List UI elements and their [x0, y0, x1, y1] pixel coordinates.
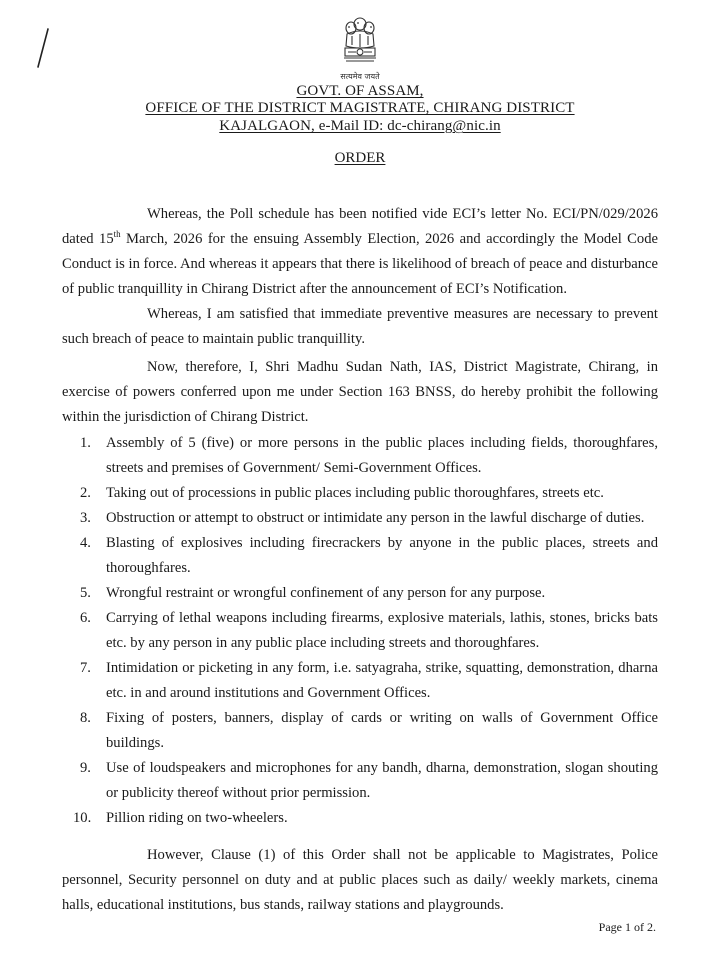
- paragraph-poll-schedule: Whereas, the Poll schedule has been notified vide ECI’s letter No. ECI/PN/029/2026 dated 15th March, 2026 for the ensuing Assembly Election, 2026 and accordingly the Model Code Conduct is in force. And whereas it appears that there is likelihood of breach of peace and disturbance of public tranquillity in Chirang District after the announcement of ECI’s Notification.: [62, 206, 658, 297]
- emblem-motto: सत्यमेव जयते: [340, 72, 380, 81]
- prohibition-item: 2. Taking out of processions in public places including public thoroughfares, streets etc.: [80, 485, 604, 501]
- prohibition-item: 6. Carrying of lethal weapons including firearms, explosive materials, lathis, stones, bricks bats etc. by any person in any public place including streets and thoroughfares.: [80, 610, 658, 651]
- prohibition-item: 4. Blasting of explosives including firecrackers by anyone in the public places, streets and thoroughfares.: [80, 535, 658, 576]
- prohibition-item: 1. Assembly of 5 (five) or more persons in the public places including fields, thoroughfares, streets and premises of Government/ Semi-Government Offices.: [80, 435, 658, 476]
- office-header: OFFICE OF THE DISTRICT MAGISTRATE, CHIRANG DISTRICT: [145, 100, 575, 116]
- address-email-header: KAJALGAON, e-Mail ID: dc-chirang@nic.in: [219, 118, 501, 134]
- page-number: Page 1 of 2.: [598, 920, 656, 934]
- govt-header: GOVT. OF ASSAM,: [296, 83, 424, 99]
- handwritten-slash-mark: [36, 28, 50, 68]
- prohibition-item: 10. Pillion riding on two-wheelers.: [73, 810, 288, 826]
- prohibition-item: 3. Obstruction or attempt to obstruct or intimidate any person in the lawful discharge of duties.: [80, 510, 645, 526]
- prohibition-item: 7. Intimidation or picketing in any form, i.e. satyagraha, strike, squatting, demonstration, dharna etc. in and around institutions and Government Offices.: [80, 660, 658, 701]
- prohibition-item: 8. Fixing of posters, banners, display of cards or writing on walls of Government Office buildings.: [80, 710, 658, 751]
- prohibitions-list: [62, 431, 658, 831]
- national-emblem-icon: [338, 14, 382, 70]
- prohibition-item: 9. Use of loudspeakers and microphones for any bandh, dharna, demonstration, slogan shouting or publicity thereof without prior permission.: [80, 760, 658, 801]
- order-title: ORDER: [334, 150, 386, 166]
- paragraph-prohibition-intro: Now, therefore, I, Shri Madhu Sudan Nath, IAS, District Magistrate, Chirang, in exercise of powers conferred upon me under Section 163 BNSS, do hereby prohibit the following within the jurisdiction of Chirang District.: [62, 359, 658, 425]
- paragraph-exemption: However, Clause (1) of this Order shall not be applicable to Magistrates, Police personnel, Security personnel on duty and at public places such as daily/ weekly markets, cinema halls, educational institutions, bus stands, railway stations and playgrounds.: [62, 847, 658, 913]
- prohibition-item: 5. Wrongful restraint or wrongful confinement of any person for any purpose.: [80, 585, 546, 601]
- paragraph-preventive-measures: Whereas, I am satisfied that immediate preventive measures are necessary to prevent such breach of peace to maintain public tranquillity.: [62, 306, 658, 347]
